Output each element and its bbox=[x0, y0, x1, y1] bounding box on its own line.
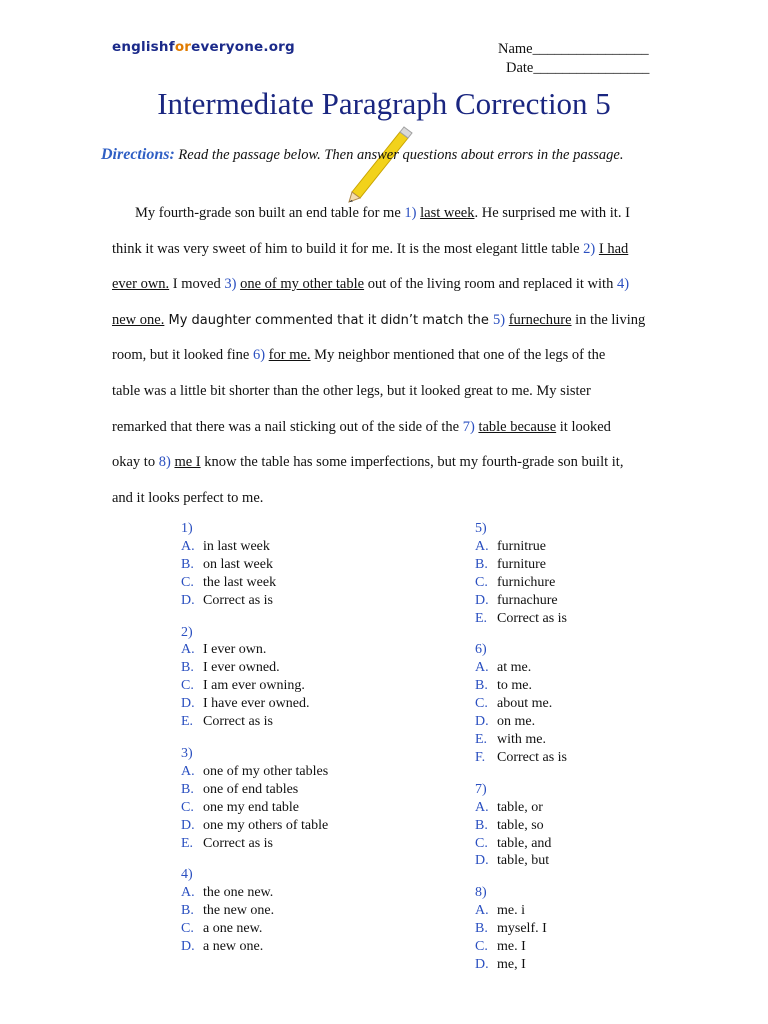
option-letter: E. bbox=[475, 731, 488, 747]
answer-option[interactable] bbox=[475, 695, 567, 713]
passage-text: I moved bbox=[169, 276, 225, 293]
option-letter: C. bbox=[181, 921, 194, 937]
option-text: one my end table bbox=[203, 799, 300, 815]
option-letter: D. bbox=[181, 696, 195, 712]
option-text: the last week bbox=[203, 574, 277, 590]
answer-option[interactable] bbox=[475, 956, 567, 974]
blank-8: me I bbox=[174, 454, 201, 471]
option-letter: D. bbox=[475, 714, 489, 730]
logo-text-end: everyone.org bbox=[191, 39, 295, 55]
passage-text: know the table has some imperfections, but my fourth-grade son built it, bbox=[200, 454, 624, 471]
question-block bbox=[181, 866, 328, 956]
question-number: 2) bbox=[181, 624, 193, 640]
option-letter: D. bbox=[181, 939, 195, 955]
passage-text: remarked that there was a nail sticking out of the side of the bbox=[112, 418, 463, 435]
blank-6: for me. bbox=[268, 347, 311, 364]
answer-option[interactable] bbox=[475, 713, 567, 731]
option-letter: A. bbox=[475, 903, 489, 919]
question-number: 6) bbox=[475, 642, 487, 658]
passage-text: in the living bbox=[571, 311, 646, 328]
option-letter: E. bbox=[475, 610, 488, 626]
option-letter: A. bbox=[181, 885, 195, 901]
option-text: table, so bbox=[497, 817, 544, 833]
option-text: me. i bbox=[497, 903, 525, 919]
option-letter: B. bbox=[181, 660, 194, 676]
answer-option[interactable] bbox=[181, 763, 328, 781]
blank-5: furnechure bbox=[508, 311, 572, 328]
option-text: one of my other tables bbox=[203, 763, 329, 779]
passage-line bbox=[112, 232, 660, 268]
answer-option[interactable] bbox=[475, 835, 567, 853]
answer-option[interactable] bbox=[475, 799, 567, 817]
answer-option[interactable] bbox=[475, 659, 567, 677]
answer-option[interactable] bbox=[181, 592, 328, 610]
option-letter: A. bbox=[475, 799, 489, 815]
answer-option[interactable] bbox=[181, 641, 328, 659]
option-letter: B. bbox=[475, 678, 488, 694]
option-text: in last week bbox=[203, 538, 270, 554]
option-text: table, or bbox=[497, 799, 543, 815]
answer-option[interactable] bbox=[475, 902, 567, 920]
site-logo[interactable] bbox=[112, 39, 295, 55]
question-block bbox=[181, 520, 328, 610]
passage-text: out of the living room and replaced it with bbox=[364, 276, 617, 293]
option-letter: B. bbox=[475, 556, 488, 572]
directions-text: Read the passage below. Then answer questions about errors in the passage. bbox=[178, 147, 624, 163]
passage-line bbox=[112, 267, 660, 303]
option-letter: A. bbox=[475, 660, 489, 676]
passage-text: My neighbor mentioned that one of the legs of the bbox=[310, 347, 606, 364]
answer-option[interactable] bbox=[475, 852, 567, 870]
option-letter: B. bbox=[181, 781, 194, 797]
option-letter: D. bbox=[475, 956, 489, 972]
passage-line bbox=[112, 374, 660, 410]
page-title: Intermediate Paragraph Correction 5 bbox=[157, 86, 611, 121]
question-block bbox=[181, 745, 328, 852]
blank-number-1: 1) bbox=[404, 205, 417, 221]
blank-1: last week bbox=[420, 205, 475, 221]
answer-option[interactable] bbox=[181, 799, 328, 817]
answer-option[interactable] bbox=[181, 659, 328, 677]
option-letter: C. bbox=[475, 574, 488, 590]
blank-number-5: 5) bbox=[493, 311, 506, 328]
answer-option[interactable] bbox=[475, 938, 567, 956]
option-letter: C. bbox=[181, 678, 194, 694]
option-letter: B. bbox=[475, 817, 488, 833]
blank-7: table because bbox=[478, 418, 557, 435]
passage-text: room, but it looked fine bbox=[112, 347, 253, 364]
option-text: furniture bbox=[497, 556, 546, 572]
answer-option[interactable] bbox=[475, 610, 567, 628]
directions-label: Directions: bbox=[101, 146, 175, 163]
option-text: I have ever owned. bbox=[203, 696, 310, 712]
option-letter: A. bbox=[475, 538, 489, 554]
option-letter: E. bbox=[181, 835, 194, 851]
option-text: with me. bbox=[497, 731, 546, 747]
option-text: Correct as is bbox=[203, 592, 273, 608]
option-text: one my others of table bbox=[203, 817, 329, 833]
option-letter: D. bbox=[181, 592, 195, 608]
name-line: Name________________ bbox=[498, 41, 649, 57]
answer-option[interactable] bbox=[475, 677, 567, 695]
question-block bbox=[475, 641, 567, 766]
passage-text: table was a little bit shorter than the other legs, but it looked great to me. My sister bbox=[112, 382, 591, 399]
passage-line bbox=[112, 481, 660, 517]
blank-number-7: 7) bbox=[462, 418, 475, 435]
logo-text-start: englishf bbox=[112, 39, 175, 55]
option-text: furnichure bbox=[497, 574, 556, 590]
answer-option[interactable] bbox=[475, 749, 567, 767]
answer-option[interactable] bbox=[181, 938, 328, 956]
passage-text: okay to bbox=[112, 454, 159, 471]
question-number: 5) bbox=[475, 521, 487, 536]
option-letter: C. bbox=[475, 835, 488, 851]
option-letter: A. bbox=[181, 763, 195, 779]
option-letter: D. bbox=[475, 853, 489, 869]
name-date-block bbox=[498, 40, 649, 78]
option-letter: C. bbox=[181, 574, 194, 590]
option-text: about me. bbox=[497, 696, 553, 712]
option-letter: C. bbox=[475, 696, 488, 712]
option-text: me. I bbox=[497, 939, 526, 955]
question-number: 7) bbox=[475, 781, 487, 797]
date-line: Date________________ bbox=[506, 60, 650, 76]
questions-left-column bbox=[181, 520, 328, 970]
passage-line bbox=[112, 445, 660, 481]
blank-number-6: 6) bbox=[252, 347, 266, 364]
option-text: a one new. bbox=[203, 921, 263, 937]
blank-number-4: 4) bbox=[616, 276, 630, 293]
directions bbox=[101, 146, 623, 164]
blank-number-2: 2) bbox=[583, 240, 596, 257]
question-number: 1) bbox=[181, 521, 193, 536]
option-letter: C. bbox=[475, 939, 488, 955]
question-number: 4) bbox=[181, 867, 193, 883]
option-text: on last week bbox=[203, 556, 273, 572]
answer-option[interactable] bbox=[181, 538, 328, 556]
option-text: I ever own. bbox=[203, 642, 267, 658]
passage-text: . He surprised me with it. I bbox=[474, 205, 630, 221]
option-text: Correct as is bbox=[497, 610, 567, 626]
passage bbox=[112, 196, 660, 516]
answer-option[interactable] bbox=[181, 574, 328, 592]
blank-3: one of my other table bbox=[240, 276, 365, 293]
option-text: the new one. bbox=[203, 903, 275, 919]
answer-option[interactable] bbox=[181, 884, 328, 902]
answer-option[interactable] bbox=[181, 835, 328, 853]
blank-2-continued: ever own. bbox=[112, 276, 170, 293]
passage-text: My daughter commented that it didn’t match the bbox=[164, 312, 493, 328]
logo-text-highlight: or bbox=[174, 39, 192, 55]
blank-4: new one. bbox=[112, 311, 165, 328]
answer-option[interactable] bbox=[475, 817, 567, 835]
question-block bbox=[475, 520, 567, 627]
passage-text: and it looks perfect to me. bbox=[112, 489, 264, 506]
question-number: 8) bbox=[475, 885, 487, 901]
option-text: me, I bbox=[497, 956, 526, 972]
question-block bbox=[181, 624, 328, 731]
option-text: I am ever owning. bbox=[203, 678, 305, 694]
answer-option[interactable] bbox=[181, 817, 328, 835]
option-text: myself. I bbox=[497, 921, 547, 937]
answer-option[interactable] bbox=[181, 920, 328, 938]
passage-line bbox=[112, 338, 660, 374]
option-text: at me. bbox=[497, 660, 532, 676]
option-text: furnachure bbox=[497, 592, 558, 608]
answer-option[interactable] bbox=[181, 713, 328, 731]
answer-option[interactable] bbox=[181, 902, 328, 920]
option-text: table, and bbox=[497, 835, 552, 851]
passage-text: think it was very sweet of him to build it for me. It is the most elegant little table bbox=[112, 240, 584, 257]
option-text: Correct as is bbox=[203, 835, 273, 851]
option-letter: D. bbox=[475, 592, 489, 608]
option-letter: A. bbox=[181, 538, 195, 554]
passage-text: My fourth-grade son built an end table for me bbox=[135, 205, 405, 221]
answer-option[interactable] bbox=[475, 592, 567, 610]
answer-option[interactable] bbox=[181, 556, 328, 574]
answer-option[interactable] bbox=[475, 731, 567, 749]
passage-line bbox=[112, 410, 660, 446]
option-text: to me. bbox=[497, 678, 532, 694]
passage-text: it looked bbox=[556, 418, 611, 435]
blank-number-3: 3) bbox=[224, 276, 237, 293]
answer-option[interactable] bbox=[181, 677, 328, 695]
option-text: I ever owned. bbox=[203, 660, 280, 676]
option-text: a new one. bbox=[203, 939, 264, 955]
option-letter: E. bbox=[181, 714, 194, 730]
answer-option[interactable] bbox=[181, 695, 328, 713]
option-text: Correct as is bbox=[497, 749, 567, 765]
blank-number-8: 8) bbox=[158, 454, 171, 471]
blank-2: I had bbox=[598, 240, 629, 257]
passage-line bbox=[112, 303, 660, 339]
answer-option[interactable] bbox=[475, 920, 567, 938]
answer-option[interactable] bbox=[475, 574, 567, 592]
questions-right-column bbox=[475, 520, 567, 988]
passage-line bbox=[112, 196, 660, 232]
option-letter: D. bbox=[181, 817, 195, 833]
option-letter: B. bbox=[181, 903, 194, 919]
answer-option[interactable] bbox=[181, 781, 328, 799]
option-letter: F. bbox=[475, 749, 486, 765]
option-text: one of end tables bbox=[203, 781, 299, 797]
option-letter: A. bbox=[181, 642, 195, 658]
question-number: 3) bbox=[181, 745, 193, 761]
answer-option[interactable] bbox=[475, 556, 567, 574]
option-letter: C. bbox=[181, 799, 194, 815]
option-text: furnitrue bbox=[497, 538, 546, 554]
answer-option[interactable] bbox=[475, 538, 567, 556]
option-text: Correct as is bbox=[203, 714, 273, 730]
question-block bbox=[475, 884, 567, 974]
option-text: table, but bbox=[497, 853, 550, 869]
option-letter: B. bbox=[475, 921, 488, 937]
option-text: on me. bbox=[497, 714, 536, 730]
option-text: the one new. bbox=[203, 885, 274, 901]
option-letter: B. bbox=[181, 556, 194, 572]
question-block bbox=[475, 781, 567, 871]
